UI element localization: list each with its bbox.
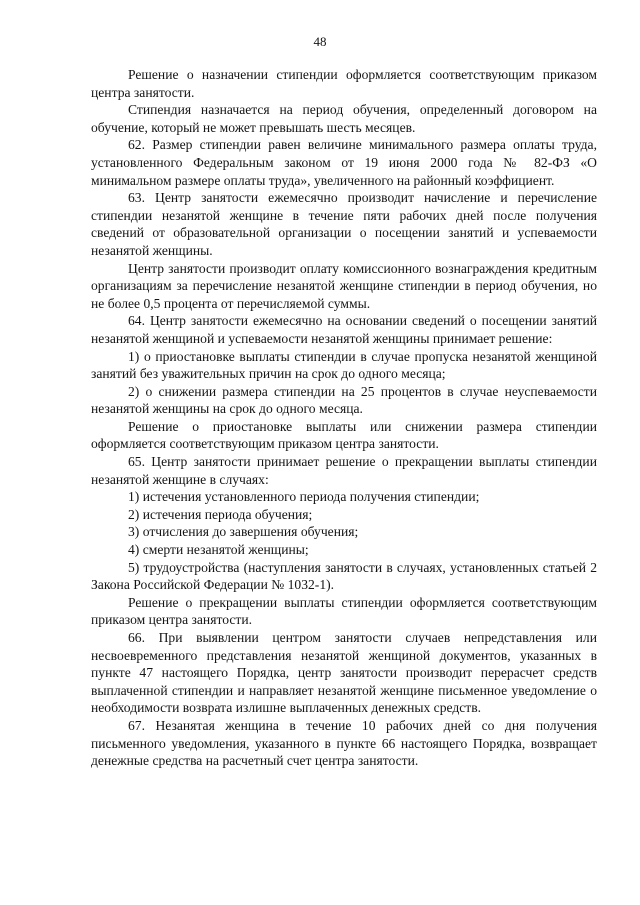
list-item-65-5: 5) трудоустройства (наступления занятости в случаях, установленных статьей 2 Закона Российской Федерации № 1032-1). bbox=[91, 559, 597, 593]
page-number: 48 bbox=[313, 34, 327, 49]
list-item-65-1: 1) истечения установленного периода получения стипендии; bbox=[128, 489, 480, 505]
paragraph-67: 67. Незанятая женщина в течение 10 рабочих дней со дня получения письменного уведомления, указанного в пункте 66 настоящего Порядка, возвращает денежные средства на расчетный счет центра занятости. bbox=[91, 717, 597, 769]
paragraph-stipend-order: Решение о назначении стипендии оформляется соответствующим приказом центра занятости. bbox=[91, 67, 597, 100]
paragraph-64: 64. Центр занятости ежемесячно на основании сведений о посещении занятий незанятой женщиной и успеваемости незанятой женщины принимает решение: bbox=[91, 313, 597, 346]
list-item-65-4: 4) смерти незанятой женщины; bbox=[128, 542, 309, 558]
paragraph-termination-order: Решение о прекращении выплаты стипендии оформляется соответствующим приказом центра занятости. bbox=[91, 594, 597, 628]
paragraph-65: 65. Центр занятости принимает решение о прекращении выплаты стипендии незанятой женщине в случаях: bbox=[91, 454, 597, 487]
list-item-64-1: 1) о приостановке выплаты стипендии в случае пропуска незанятой женщиной занятий без уважительных причин на срок до одного месяца; bbox=[91, 348, 597, 382]
paragraph-66: 66. При выявлении центром занятости случаев непредставления или несвоевременного представления незанятой женщиной документов, указанных в пункте 47 настоящего Порядка, центр занятости производит перерасчет средств выплаченной стипендии и направляет незанятой женщине письменное уведомление о необходимости возврата излишне выплаченных денежных средств. bbox=[91, 630, 597, 716]
document-body bbox=[91, 66, 597, 770]
paragraph-63: 63. Центр занятости ежемесячно производит начисление и перечисление стипендии незанятой женщине в течение пяти рабочих дней после получения сведений от образовательной организации о посещении занятий и успеваемости незанятой женщины. bbox=[91, 190, 597, 258]
paragraph-commission: Центр занятости производит оплату комиссионного вознаграждения кредитным организациям за перечисление незанятой женщине стипендии в период обучения, но не более 0,5 процента от перечисляемой суммы. bbox=[91, 260, 597, 311]
paragraph-stipend-period: Стипендия назначается на период обучения, определенный договором на обучение, который не может превышать шесть месяцев. bbox=[91, 102, 597, 135]
list-item-64-2: 2) о снижении размера стипендии на 25 процентов в случае неуспеваемости незанятой женщины на срок до одного месяца. bbox=[91, 383, 597, 417]
list-item-65-2: 2) истечения периода обучения; bbox=[128, 506, 313, 522]
paragraph-suspension-order: Решение о приостановке выплаты или снижении размера стипендии оформляется соответствующим приказом центра занятости. bbox=[91, 418, 597, 452]
list-item-65-3: 3) отчисления до завершения обучения; bbox=[128, 524, 359, 540]
paragraph-62: 62. Размер стипендии равен величине минимального размера оплаты труда, установленного Федеральным законом от 19 июня 2000 года № 82-ФЗ «О минимальном размере оплаты труда», увеличенного на районный коэффициент. bbox=[91, 137, 597, 188]
